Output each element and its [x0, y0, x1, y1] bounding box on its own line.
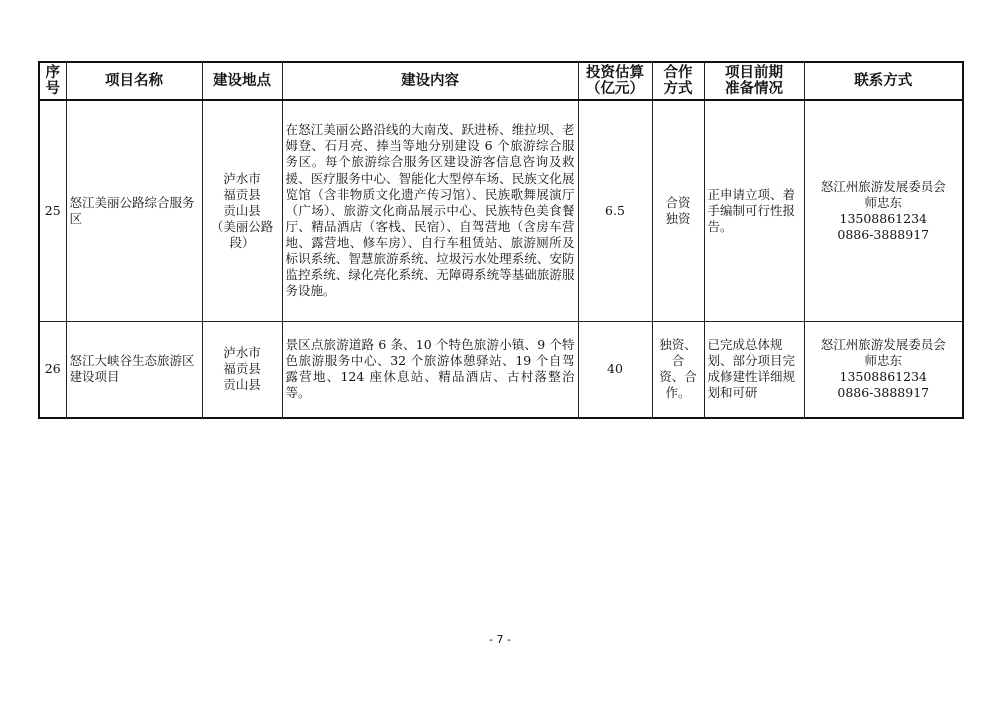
header-project-name: 项目名称 [66, 62, 202, 100]
header-seq: 序号 [39, 62, 66, 100]
header-investment-line1: 投资估算 [586, 65, 644, 81]
header-contact: 联系方式 [804, 62, 963, 100]
row-contact [804, 321, 963, 418]
location-line: 贡山县 [223, 377, 261, 393]
location-line: 泸水市 [223, 170, 261, 186]
contact-person: 师忠东 [864, 194, 902, 210]
table-row [39, 100, 963, 321]
contact-mobile: 13508861234 [839, 210, 927, 226]
header-preparation-line2: 准备情况 [725, 81, 783, 97]
cooperation-line: 资、合 [659, 369, 697, 385]
location-line: 贡山县 [223, 202, 261, 218]
row-location [202, 321, 282, 418]
row-project-name: 怒江美丽公路综合服务区 [66, 100, 202, 321]
header-content: 建设内容 [282, 62, 578, 100]
location-line: 福贡县 [223, 361, 261, 377]
header-row [39, 62, 963, 100]
row-preparation: 正申请立项、着手编制可行性报告。 [704, 100, 804, 321]
contact-phone: 0886-3888917 [837, 385, 930, 401]
row-investment: 6.5 [578, 100, 652, 321]
page-number: - 7 - [489, 633, 511, 646]
contact-org: 怒江州旅游发展委员会 [820, 178, 946, 194]
header-cooperation-line1: 合作 [663, 65, 693, 81]
header-cooperation-line2: 方式 [663, 81, 693, 97]
row-cooperation [652, 321, 704, 418]
row-investment: 40 [578, 321, 652, 418]
row-content: 在怒江美丽公路沿线的大南茂、跃进桥、维拉坝、老姆登、石月亮、捧当等地分别建设 6 个旅游综合服务区。每个旅游综合服务区建设游客信息咨询及救援、医疗服务中心、智能化大型停车场、民族文化展览馆（含非物质文化遗产传习馆）、民族歌舞展演厅（广场）、旅游文化商品展示中心、民族特色美食餐厅、精品酒店（客栈、民宿）、自驾营地（含房车营地、露营地、修车房）、自行车租赁站、旅游厕所及标识系统、智慧旅游系统、垃圾污水处理系统、安防监控系统、绿化亮化系统、无障碍系统等基础旅游服务设施。 [282, 100, 578, 321]
row-preparation: 已完成总体规划、部分项目完成修建性详细规划和可研 [704, 321, 804, 418]
header-investment-line2: （亿元） [586, 81, 644, 97]
contact-org: 怒江州旅游发展委员会 [820, 337, 946, 353]
table-row [39, 321, 963, 418]
contact-person: 师忠东 [864, 353, 902, 369]
location-line: 泸水市 [223, 345, 261, 361]
location-line: 福贡县 [223, 186, 261, 202]
row-content: 景区点旅游道路 6 条、10 个特色旅游小镇、9 个特色旅游服务中心、32 个旅游体憩驿站、19 个自驾露营地、124 座休息站、精品酒店、古村落整治等。 [282, 321, 578, 418]
contact-phone: 0886-3888917 [837, 226, 930, 242]
row-location [202, 100, 282, 321]
location-line: （美丽公路段） [210, 218, 274, 250]
header-location: 建设地点 [202, 62, 282, 100]
header-cooperation [652, 62, 704, 100]
project-table [38, 61, 964, 419]
cooperation-line: 独资 [665, 210, 691, 226]
cooperation-line: 合资 [665, 194, 691, 210]
contact-mobile: 13508861234 [839, 369, 927, 385]
row-seq: 25 [39, 100, 66, 321]
row-contact [804, 100, 963, 321]
row-cooperation [652, 100, 704, 321]
header-preparation-line1: 项目前期 [725, 65, 783, 81]
row-project-name: 怒江大峡谷生态旅游区建设项目 [66, 321, 202, 418]
cooperation-line: 独资、合 [659, 337, 697, 369]
row-seq: 26 [39, 321, 66, 418]
header-investment [578, 62, 652, 100]
cooperation-line: 作。 [665, 385, 691, 401]
header-preparation [704, 62, 804, 100]
